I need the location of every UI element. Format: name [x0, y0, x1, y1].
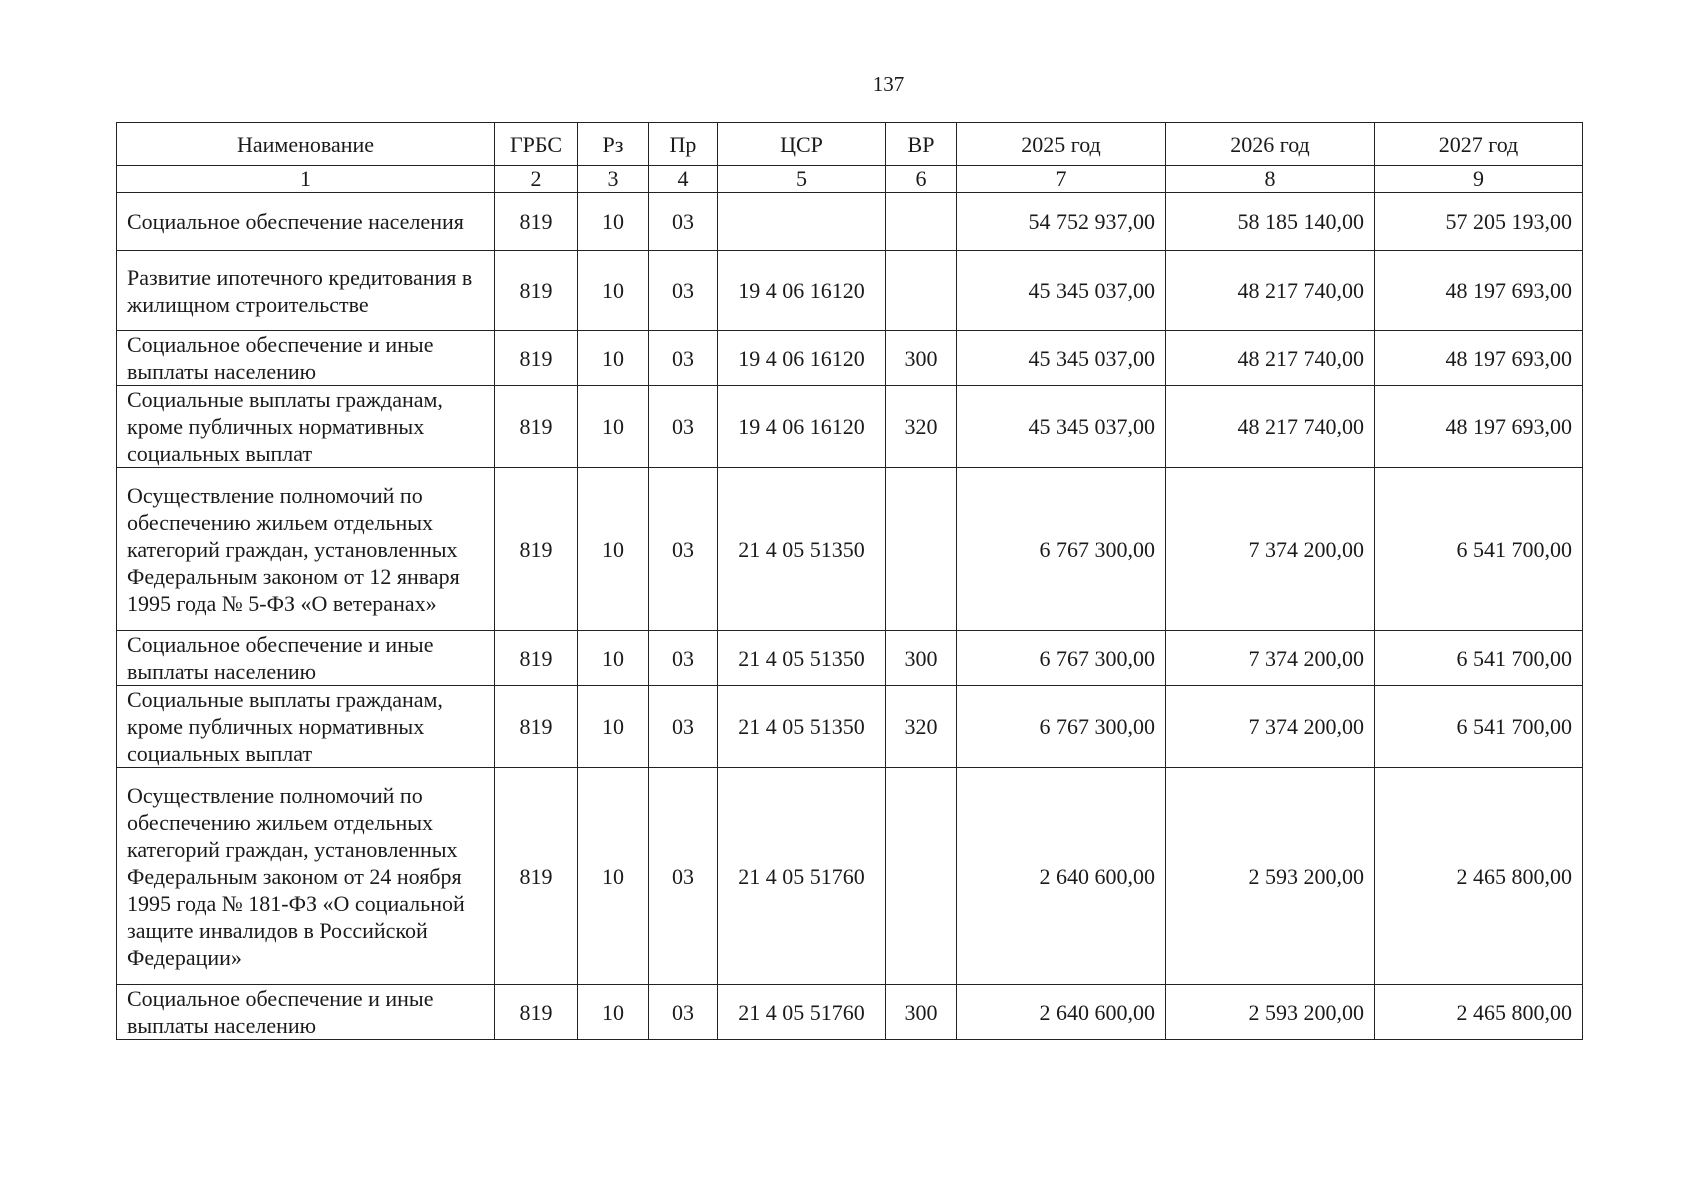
row-2027: 48 197 693,00: [1375, 251, 1583, 331]
row-2027: 6 541 700,00: [1375, 631, 1583, 686]
table-row: [117, 686, 1583, 768]
row-name: Социальное обеспечение населения: [117, 193, 495, 251]
row-rz: 10: [578, 251, 649, 331]
row-vr: [886, 251, 957, 331]
row-vr: 320: [886, 686, 957, 768]
row-rz: 10: [578, 686, 649, 768]
row-grbs: 819: [495, 468, 578, 631]
row-csr: 21 4 05 51350: [718, 468, 886, 631]
column-index: 7: [957, 166, 1166, 193]
header-row: [117, 123, 1583, 166]
table-row: [117, 251, 1583, 331]
row-csr: 21 4 05 51350: [718, 631, 886, 686]
row-2025: 6 767 300,00: [957, 686, 1166, 768]
header-csr: ЦСР: [718, 123, 886, 166]
table-row: [117, 985, 1583, 1040]
row-2027: 6 541 700,00: [1375, 468, 1583, 631]
header-name: Наименование: [117, 123, 495, 166]
page-number: 137: [872, 72, 905, 96]
row-2027: 6 541 700,00: [1375, 686, 1583, 768]
row-pr: 03: [649, 768, 718, 985]
header-grbs: ГРБС: [495, 123, 578, 166]
row-grbs: 819: [495, 686, 578, 768]
row-vr: [886, 768, 957, 985]
row-2026: 48 217 740,00: [1166, 251, 1375, 331]
row-2026: 48 217 740,00: [1166, 331, 1375, 386]
row-pr: 03: [649, 251, 718, 331]
header-pr: Пр: [649, 123, 718, 166]
row-2026: 7 374 200,00: [1166, 686, 1375, 768]
header-rz: Рз: [578, 123, 649, 166]
row-csr: 19 4 06 16120: [718, 251, 886, 331]
column-index: 5: [718, 166, 886, 193]
row-csr: 19 4 06 16120: [718, 331, 886, 386]
row-name: Социальное обеспечение и иные выплаты населению: [117, 331, 495, 386]
row-rz: 10: [578, 631, 649, 686]
column-index-row: [117, 166, 1583, 193]
row-vr: [886, 193, 957, 251]
row-2027: 2 465 800,00: [1375, 985, 1583, 1040]
row-pr: 03: [649, 468, 718, 631]
row-rz: 10: [578, 386, 649, 468]
budget-table: [116, 122, 1583, 1040]
column-index: 4: [649, 166, 718, 193]
row-name: Социальные выплаты гражданам, кроме публичных нормативных социальных выплат: [117, 386, 495, 468]
header-2027: 2027 год: [1375, 123, 1583, 166]
row-grbs: 819: [495, 768, 578, 985]
column-index: 3: [578, 166, 649, 193]
row-name: Осуществление полномочий по обеспечению жильем отдельных категорий граждан, установленных Федеральным законом от 12 января 1995 года № 5-ФЗ «О ветеранах»: [117, 468, 495, 631]
row-pr: 03: [649, 985, 718, 1040]
row-grbs: 819: [495, 193, 578, 251]
row-vr: [886, 468, 957, 631]
row-vr: 320: [886, 386, 957, 468]
row-2027: 48 197 693,00: [1375, 386, 1583, 468]
column-index: 2: [495, 166, 578, 193]
row-vr: 300: [886, 331, 957, 386]
table-row: [117, 193, 1583, 251]
row-name: Социальные выплаты гражданам, кроме публичных нормативных социальных выплат: [117, 686, 495, 768]
row-name: Социальное обеспечение и иные выплаты населению: [117, 631, 495, 686]
row-name: Развитие ипотечного кредитования в жилищном строительстве: [117, 251, 495, 331]
table-row: [117, 331, 1583, 386]
row-rz: 10: [578, 768, 649, 985]
row-2027: 57 205 193,00: [1375, 193, 1583, 251]
row-csr: 21 4 05 51350: [718, 686, 886, 768]
row-rz: 10: [578, 468, 649, 631]
row-pr: 03: [649, 686, 718, 768]
row-2026: 7 374 200,00: [1166, 468, 1375, 631]
row-2026: 2 593 200,00: [1166, 985, 1375, 1040]
row-2025: 6 767 300,00: [957, 631, 1166, 686]
table-row: [117, 631, 1583, 686]
column-index: 8: [1166, 166, 1375, 193]
row-vr: 300: [886, 631, 957, 686]
row-grbs: 819: [495, 386, 578, 468]
row-csr: 21 4 05 51760: [718, 985, 886, 1040]
row-2026: 58 185 140,00: [1166, 193, 1375, 251]
table-row: [117, 768, 1583, 985]
row-grbs: 819: [495, 251, 578, 331]
row-2025: 45 345 037,00: [957, 386, 1166, 468]
row-grbs: 819: [495, 631, 578, 686]
row-rz: 10: [578, 193, 649, 251]
row-csr: 21 4 05 51760: [718, 768, 886, 985]
row-2026: 2 593 200,00: [1166, 768, 1375, 985]
row-pr: 03: [649, 386, 718, 468]
row-vr: 300: [886, 985, 957, 1040]
header-vr: ВР: [886, 123, 957, 166]
row-2027: 48 197 693,00: [1375, 331, 1583, 386]
column-index: 9: [1375, 166, 1583, 193]
column-index: 6: [886, 166, 957, 193]
row-csr: 19 4 06 16120: [718, 386, 886, 468]
row-2025: 45 345 037,00: [957, 331, 1166, 386]
row-2025: 45 345 037,00: [957, 251, 1166, 331]
row-2025: 2 640 600,00: [957, 768, 1166, 985]
column-index: 1: [117, 166, 495, 193]
row-2025: 6 767 300,00: [957, 468, 1166, 631]
row-pr: 03: [649, 631, 718, 686]
row-name: Социальное обеспечение и иные выплаты населению: [117, 985, 495, 1040]
row-2026: 48 217 740,00: [1166, 386, 1375, 468]
row-2026: 7 374 200,00: [1166, 631, 1375, 686]
table-row: [117, 468, 1583, 631]
header-2025: 2025 год: [957, 123, 1166, 166]
row-grbs: 819: [495, 985, 578, 1040]
row-csr: [718, 193, 886, 251]
row-name: Осуществление полномочий по обеспечению жильем отдельных категорий граждан, установленных Федеральным законом от 24 ноября 1995 года № 181-ФЗ «О социальной защите инвалидов в Российской Федерации»: [117, 768, 495, 985]
row-rz: 10: [578, 331, 649, 386]
row-pr: 03: [649, 193, 718, 251]
row-2025: 2 640 600,00: [957, 985, 1166, 1040]
row-rz: 10: [578, 985, 649, 1040]
row-grbs: 819: [495, 331, 578, 386]
row-2027: 2 465 800,00: [1375, 768, 1583, 985]
table-row: [117, 386, 1583, 468]
row-2025: 54 752 937,00: [957, 193, 1166, 251]
header-2026: 2026 год: [1166, 123, 1375, 166]
row-pr: 03: [649, 331, 718, 386]
